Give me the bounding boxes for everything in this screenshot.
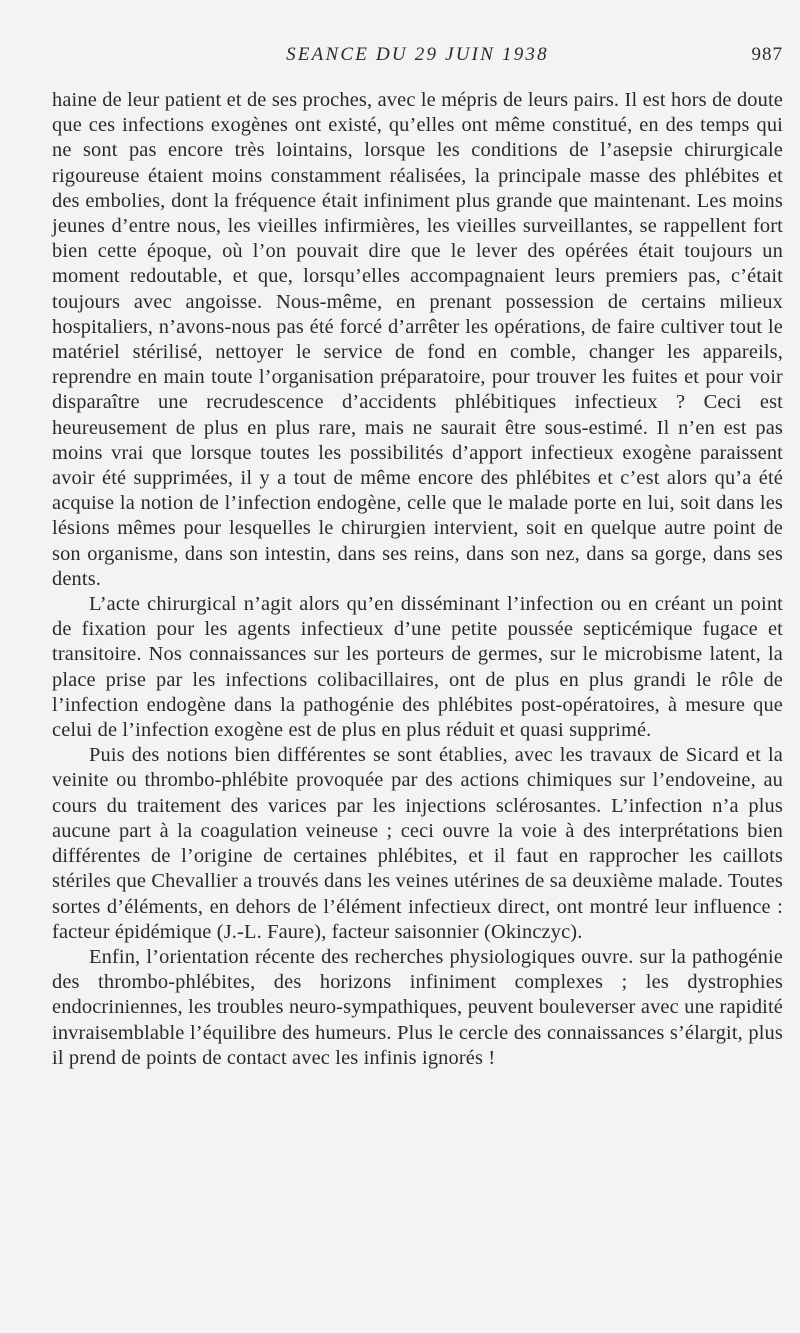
document-page <box>52 44 783 1071</box>
page-number: 987 <box>751 44 783 65</box>
body-text <box>52 88 783 1071</box>
paragraph-continued: haine de leur patient et de ses proches, avec le mépris de leurs pairs. Il est hors de doute que ces infections exogènes ont existé, qu’elles ont même constitué, en des temps qui ne sont pas encore très lointains, lorsque les conditions de l’asepsie chirurgicale rigoureuse étaient moins constamment réalisées, la principale masse des phlébites et des embolies, dont la fréquence était infiniment plus grande que maintenant. Les moins jeunes d’entre nous, les vieilles infirmières, les vieilles surveillantes, se rappellent fort bien cette époque, où l’on pouvait dire que le lever des opérées était toujours un moment redoutable, et que, lorsqu’elles accompagnaient leurs premiers pas, c’était toujours avec angoisse. Nous-même, en prenant possession de certains milieux hospitaliers, n’avons-nous pas été forcé d’arrêter les opérations, de faire cultiver tout le matériel stérilisé, nettoyer le service de fond en comble, changer les appareils, reprendre en main toute l’organisation préparatoire, pour trouver les fuites et pour voir disparaître une recrudescence d’accidents phlébitiques infectieux ? Ceci est heureusement de plus en plus rare, mais ne saurait être sous-estimé. Il n’en est pas moins vrai que lorsque toutes les possibilités d’apport infectieux exogène paraissent avoir été supprimées, il y a tout de même encore des phlébites et c’est alors qu’a été acquise la notion de l’infection endogène, celle que le malade porte en lui, soit dans les lésions mêmes pour lesquelles le chirurgien intervient, soit en quelque autre point de son organisme, dans son intestin, dans ses reins, dans son nez, dans sa gorge, dans ses dents. <box>52 89 783 590</box>
paragraph: Enfin, l’orientation récente des recherches physiologiques ouvre. sur la pathogénie des thrombo-phlébites, des horizons infiniment complexes ; les dystrophies endocriniennes, les troubles neuro-sympathiques, peuvent bouleverser avec une rapidité invraisemblable l’équilibre des humeurs. Plus le cercle des connaissances s’élargit, plus il prend de points de contact avec les infinis ignorés ! <box>52 945 783 1069</box>
running-header <box>52 44 783 76</box>
paragraph: Puis des notions bien différentes se sont établies, avec les travaux de Sicard et la veinite ou thrombo-phlébite provoquée par des actions chimiques sur l’endoveine, au cours du traitement des varices par les injections sclérosantes. L’infection n’a plus aucune part à la coagulation veineuse ; ceci ouvre la voie à des interprétations bien différentes de l’origine de certaines phlébites, et il faut en rapprocher les caillots stériles que Chevallier a trouvés dans les veines utérines de sa deuxième malade. Toutes sortes d’éléments, en dehors de l’élément infectieux direct, ont montré leur influence : facteur épidémique (J.-L. Faure), facteur saisonnier (Okinczyc). <box>52 744 783 943</box>
paragraph: L’acte chirurgical n’agit alors qu’en disséminant l’infection ou en créant un point de fixation pour les agents infectieux d’une petite poussée septicémique fugace et transitoire. Nos connaissances sur les porteurs de germes, sur le microbisme latent, la place prise par les infections colibacillaires, ont de plus en plus grandi le rôle de l’infection endogène dans la pathogénie des phlébites post-opératoires, à mesure que celui de l’infection exogène est de plus en plus réduit et quasi supprimé. <box>52 593 783 742</box>
running-title: SEANCE DU 29 JUIN 1938 <box>286 44 549 65</box>
